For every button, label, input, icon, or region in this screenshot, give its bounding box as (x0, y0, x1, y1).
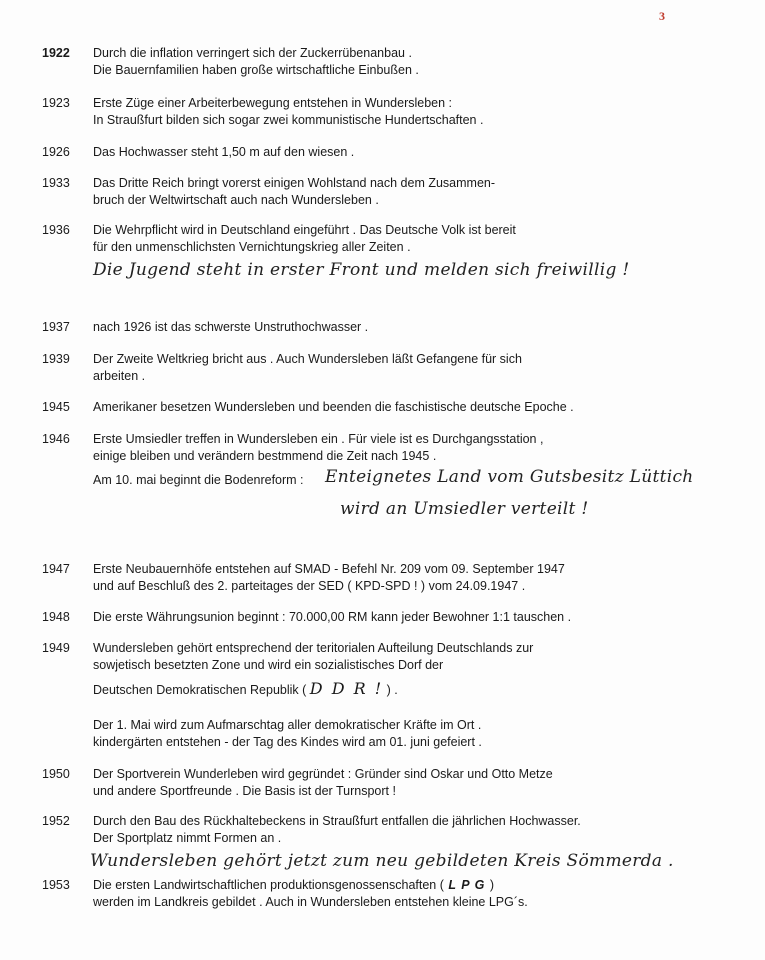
text-line: werden im Landkreis gebildet . Auch in Wundersleben entstehen kleine LPG´s. (93, 895, 528, 909)
text-line: und auf Beschluß des 2. parteitages der SED ( KPD-SPD ! ) vom 24.09.1947 . (93, 579, 526, 593)
text-line: Der Sportplatz nimmt Formen an . (93, 831, 282, 845)
entry-text (93, 319, 693, 336)
entry-year: 1936 (42, 223, 70, 237)
text-line: Die Wehrpflicht wird in Deutschland eingeführt . Das Deutsche Volk ist bereit (93, 223, 516, 237)
text-line: für den unmenschlichsten Vernichtungskrieg aller Zeiten . (93, 240, 411, 254)
entry-text (93, 609, 693, 626)
entry-year: 1949 (42, 641, 70, 655)
text-line: Am 10. mai beginnt die Bodenreform : (93, 473, 304, 487)
text-line: Durch den Bau des Rückhaltebeckens in Straußfurt entfallen die jährlichen Hochwasser. (93, 814, 581, 828)
entry-year: 1945 (42, 400, 70, 414)
entry-year: 1950 (42, 767, 70, 781)
text-line: arbeiten . (93, 369, 146, 383)
entry-year: 1952 (42, 814, 70, 828)
entry-year: 1946 (42, 432, 70, 446)
entry-text (93, 399, 693, 416)
text-line: In Straußfurt bilden sich sogar zwei kommunistische Hundertschaften . (93, 113, 484, 127)
entry-text (93, 561, 693, 595)
page-number: 3 (659, 9, 665, 23)
entry-year: 1939 (42, 352, 70, 366)
text-fragment: Die ersten Landwirtschaftlichen produktionsgenossenschaften ( (93, 878, 444, 892)
text-line: bruch der Weltwirtschaft auch nach Wundersleben . (93, 193, 379, 207)
text-line: Wundersleben gehört entsprechend der teritorialen Aufteilung Deutschlands zur (93, 641, 534, 655)
text-line: kindergärten entstehen - der Tag des Kindes wird am 01. juni gefeiert . (93, 735, 482, 749)
entry-year: 1953 (42, 878, 70, 892)
text-line: sowjetisch besetzten Zone und wird ein sozialistisches Dorf der (93, 658, 444, 672)
text-line: einige bleiben und verändern bestmmend die Zeit nach 1945 . (93, 449, 437, 463)
text-line: Das Hochwasser steht 1,50 m auf den wiesen . (93, 145, 355, 159)
entry-text (93, 95, 693, 129)
handwritten-note: Wundersleben gehört jetzt zum neu gebildeten Kreis Sömmerda . (90, 851, 674, 871)
entry-year: 1948 (42, 610, 70, 624)
text-line: und andere Sportfreunde . Die Basis ist der Turnsport ! (93, 784, 396, 798)
entry-year: 1947 (42, 562, 70, 576)
ddr-line (93, 678, 693, 701)
text-line: Amerikaner besetzen Wundersleben und beenden die faschistische deutsche Epoche . (93, 400, 574, 414)
text-line: Erste Umsiedler treffen in Wundersleben ein . Für viele ist es Durchgangsstation , (93, 432, 544, 446)
entry-year: 1933 (42, 176, 70, 190)
entry-text (93, 351, 693, 385)
entry-year: 1926 (42, 145, 70, 159)
handwritten-ddr: D D R ! (309, 679, 384, 698)
text-line: Erste Neubauernhöfe entstehen auf SMAD - Befehl Nr. 209 vom 09. September 1947 (93, 562, 565, 576)
entry-text (93, 877, 693, 911)
text-line: Der Zweite Weltkrieg bricht aus . Auch Wundersleben läßt Gefangene für sich (93, 352, 522, 366)
entry-text (93, 813, 693, 847)
entry-year: 1937 (42, 320, 70, 334)
text-line: Erste Züge einer Arbeiterbewegung entstehen in Wundersleben : (93, 96, 453, 110)
text-line: Durch die inflation verringert sich der Zuckerrübenanbau . (93, 46, 412, 60)
text-line: Deutschen Demokratischen Republik ( (93, 683, 307, 697)
text-line: ) . (386, 683, 398, 697)
handwritten-note: Die Jugend steht in erster Front und melden sich freiwillig ! (93, 260, 630, 280)
handwritten-note: Enteignetes Land vom Gutsbesitz Lüttich (325, 467, 694, 487)
handwritten-note: wird an Umsiedler verteilt ! (340, 499, 589, 519)
text-line: Die Bauernfamilien haben große wirtschaftliche Einbußen . (93, 63, 419, 77)
text-fragment: ) (489, 878, 494, 892)
entry-text (93, 222, 693, 256)
entry-text (93, 175, 693, 209)
text-line: Der Sportverein Wunderleben wird gegründet : Gründer sind Oskar und Otto Metze (93, 767, 553, 781)
entry-text (93, 45, 693, 79)
text-line: Das Dritte Reich bringt vorerst einigen Wohlstand nach dem Zusammen- (93, 176, 496, 190)
entry-year: 1923 (42, 96, 70, 110)
entry-text (93, 640, 693, 674)
entry-text (93, 766, 693, 800)
entry-year: 1922 (42, 46, 70, 60)
entry-text (93, 144, 693, 161)
text-line: Die erste Währungsunion beginnt : 70.000,00 RM kann jeder Bewohner 1:1 tauschen . (93, 610, 572, 624)
entry-text (93, 431, 693, 465)
text-line: Der 1. Mai wird zum Aufmarschtag aller demokratischer Kräfte im Ort . (93, 718, 482, 732)
lpg-label: L P G (443, 878, 490, 892)
text-line (93, 877, 693, 894)
entry-text-extra (93, 717, 693, 751)
text-line: nach 1926 ist das schwerste Unstruthochwasser . (93, 320, 369, 334)
